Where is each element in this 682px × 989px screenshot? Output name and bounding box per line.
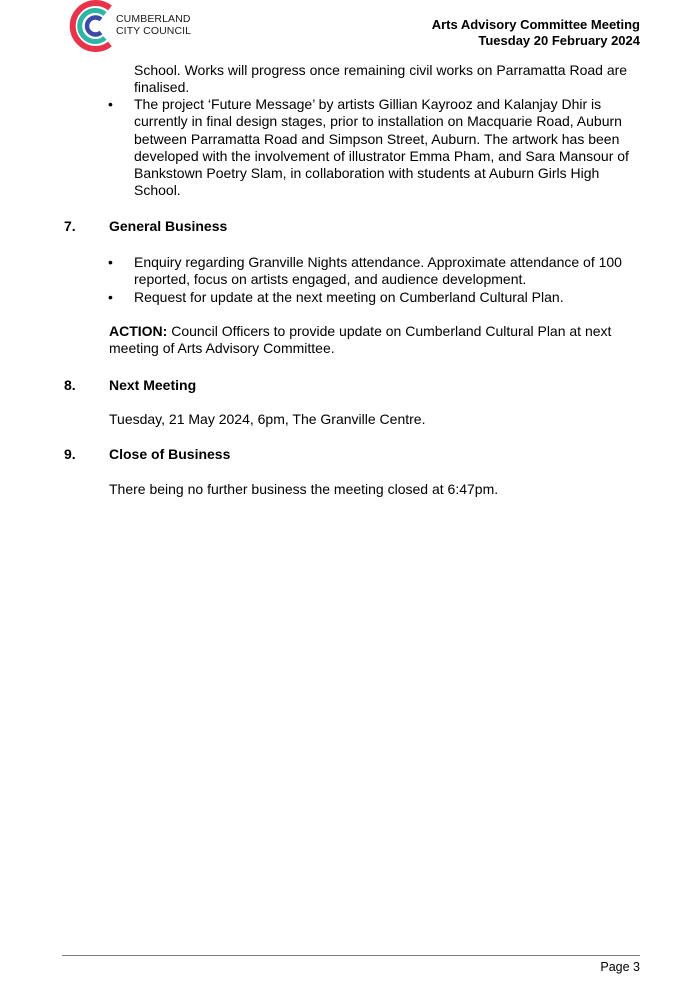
page-number: Page 3 — [600, 960, 640, 974]
section-title: Close of Business — [109, 446, 231, 462]
close-of-business-text: There being no further business the meeting closed at 6:47pm. — [109, 481, 499, 497]
section-title: Next Meeting — [109, 377, 197, 393]
section-number: 7. — [64, 218, 76, 234]
continued-paragraph: School. Works will progress once remaining civil works on Parramatta Road are finalised. — [134, 62, 628, 96]
action-text: Council Officers to provide update on Cumberland Cultural Plan at next meeting of Arts Advisory Committee. — [109, 323, 612, 357]
meeting-date: Tuesday 20 February 2024 — [478, 33, 640, 48]
next-meeting-text: Tuesday, 21 May 2024, 6pm, The Granville Centre. — [109, 411, 426, 427]
council-name-line1: CUMBERLAND — [116, 13, 191, 25]
action-label: ACTION: — [109, 323, 168, 339]
list-item: • The project ‘Future Message’ by artists Gillian Kayrooz and Kalanjay Dhir is currently in final design stages, prior to installation on Macquarie Road, Auburn between Parramatta Road and Simpson Street, Auburn. The artwork has been developed with the involvement of illustrator Emma Pham, and Sara Mansour of Bankstown Poetry Slam, in collaboration with students at Auburn Girls High School. — [134, 96, 644, 200]
general-business-bullets — [134, 254, 644, 306]
list-item: • Request for update at the next meeting on Cumberland Cultural Plan. — [134, 289, 644, 306]
council-name — [116, 13, 191, 37]
item-bullet-list — [134, 96, 644, 200]
council-logo-icon — [66, 0, 116, 52]
council-name-line2: CITY COUNCIL — [116, 25, 192, 37]
list-item: • Enquiry regarding Granville Nights attendance. Approximate attendance of 100 reported, focus on artists engaged, and audience development. — [134, 254, 644, 289]
document-header — [432, 17, 640, 49]
section-number: 9. — [64, 446, 76, 462]
action-paragraph — [109, 323, 639, 358]
footer-divider — [62, 955, 640, 956]
section-title: General Business — [109, 218, 228, 234]
section-number: 8. — [64, 377, 76, 393]
meeting-title: Arts Advisory Committee Meeting — [431, 17, 640, 32]
